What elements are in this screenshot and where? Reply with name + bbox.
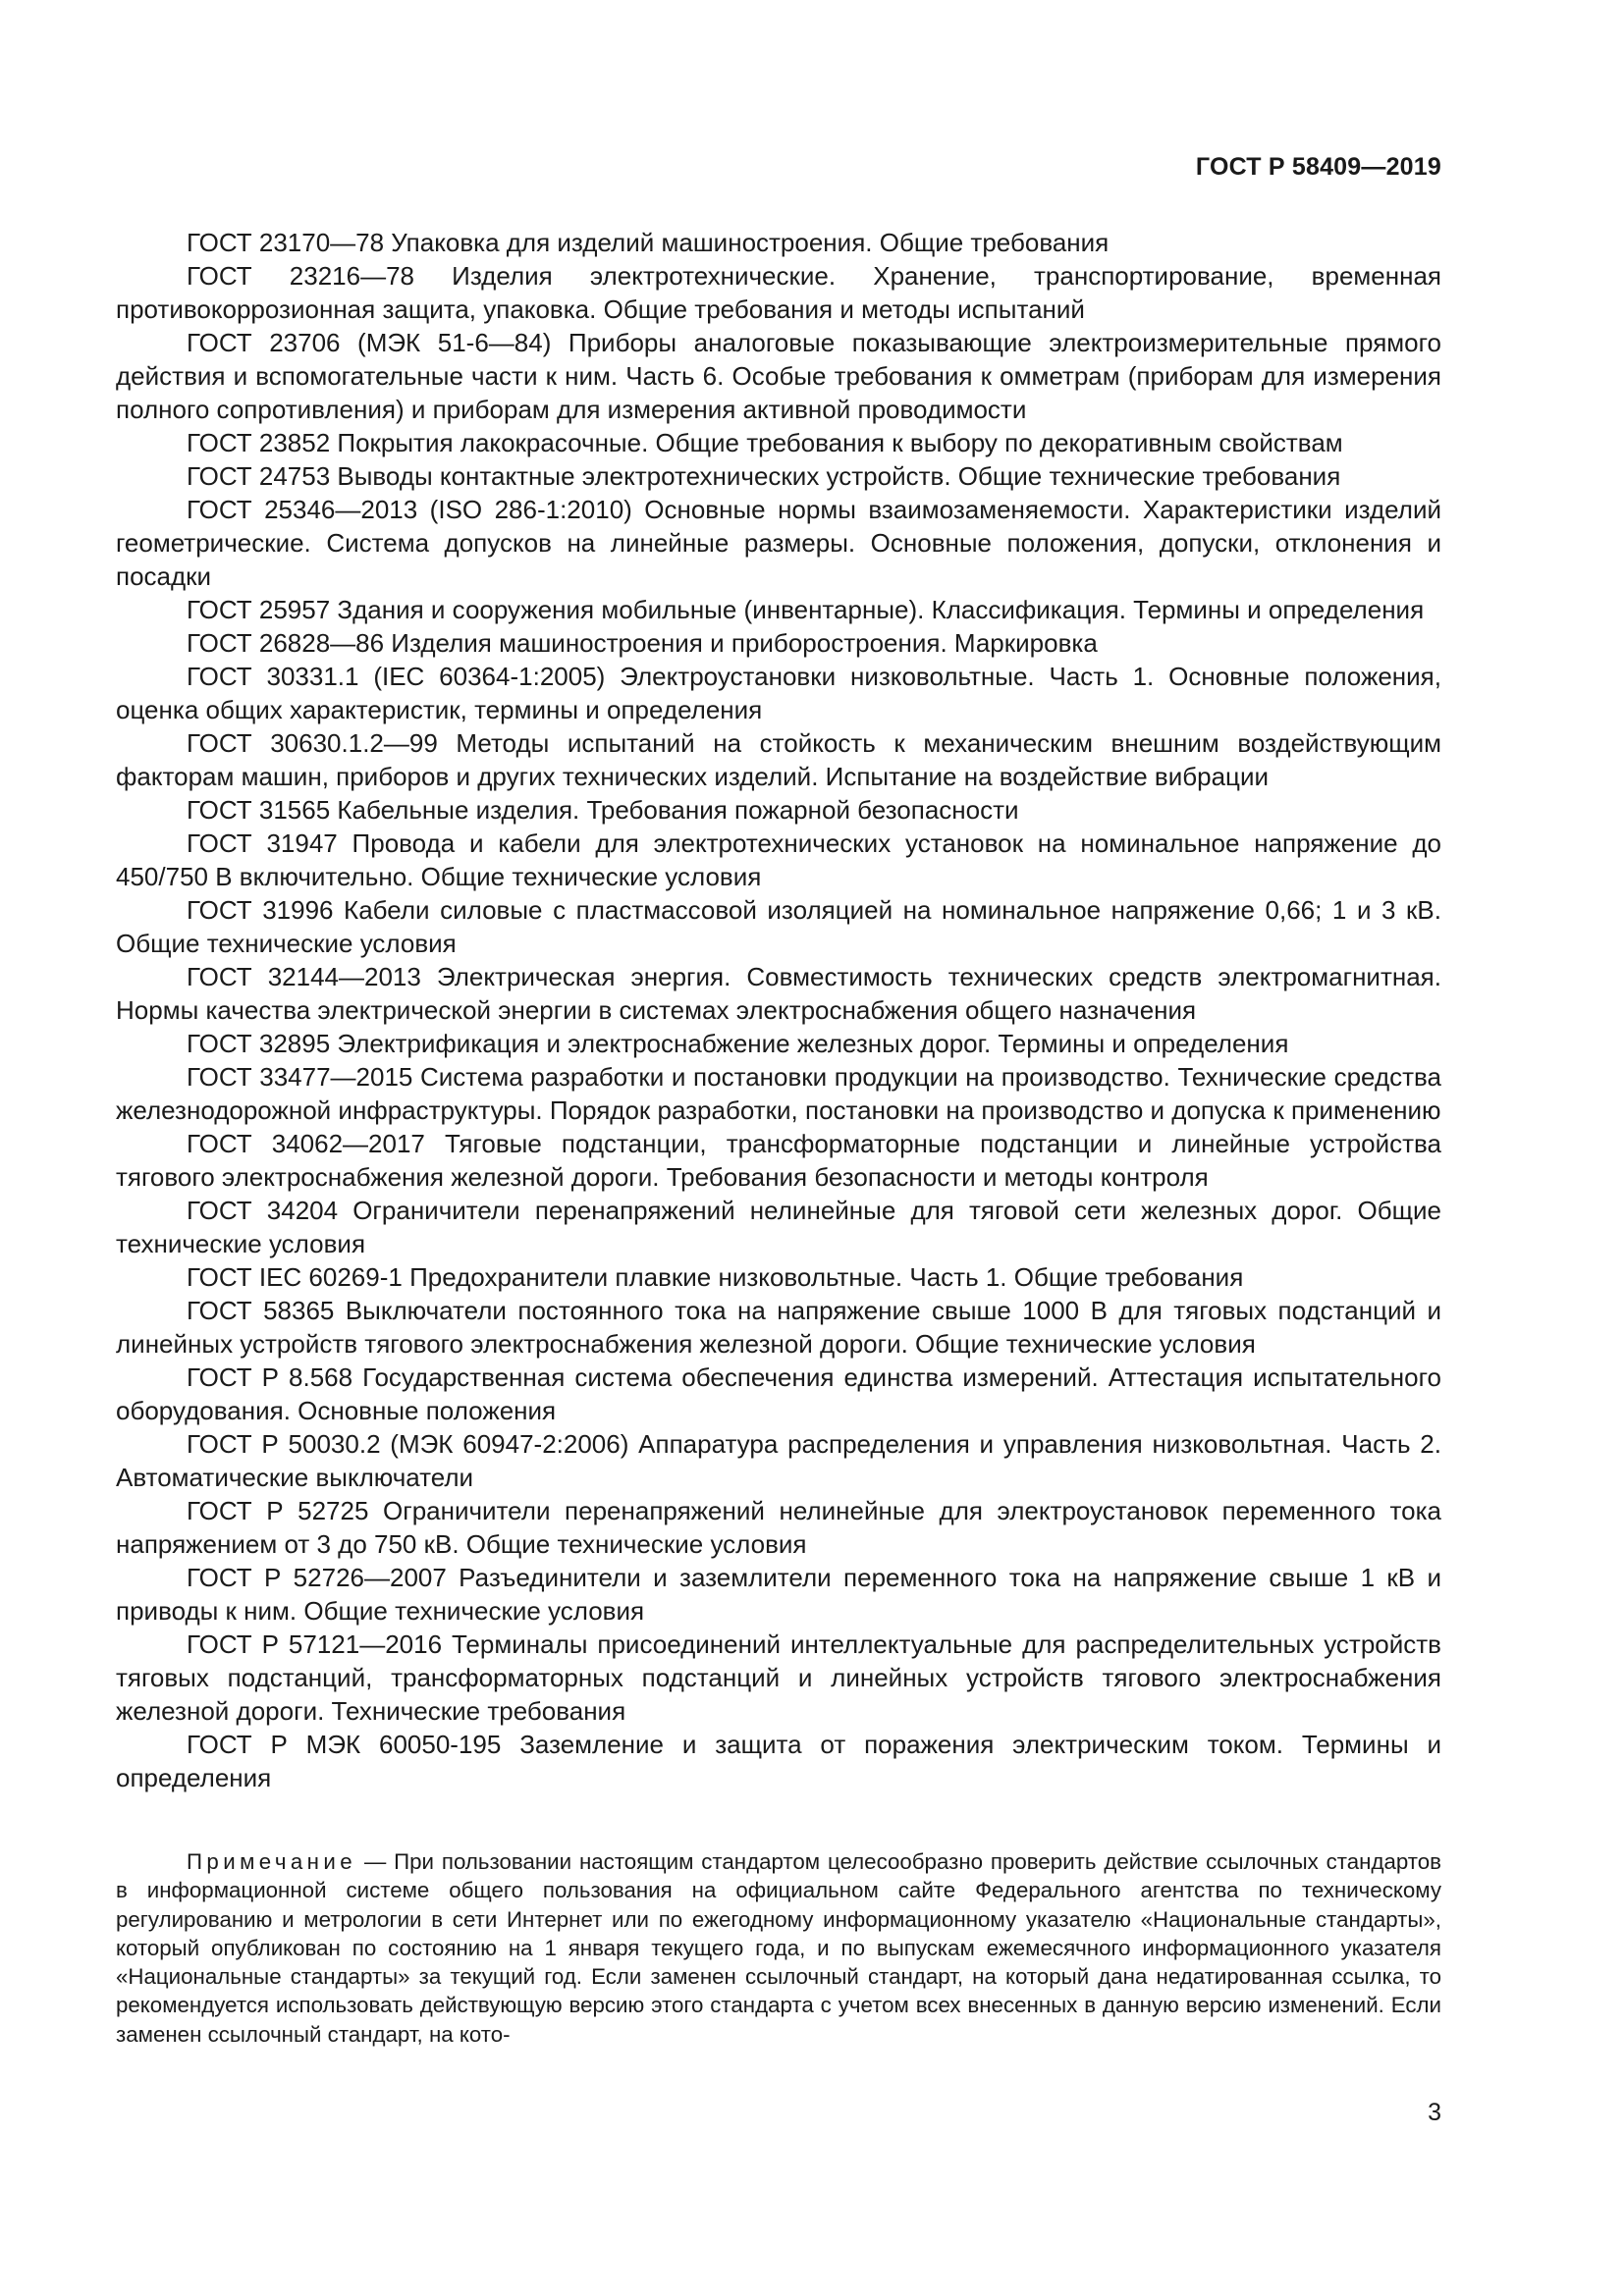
reference-item: ГОСТ 33477—2015 Система разработки и постановки продукции на производство. Технические средства железнодорожной инфраструктуры. Порядок разработки, постановки на производство и допуска к применению (116, 1062, 1441, 1125)
reference-item: ГОСТ Р МЭК 60050-195 Заземление и защита от поражения электрическим током. Термины и определения (116, 1730, 1441, 1792)
reference-item: ГОСТ 23852 Покрытия лакокрасочные. Общие требования к выбору по декоративным свойствам (187, 428, 1343, 457)
note-paragraph (116, 1847, 1441, 2049)
reference-item: ГОСТ 32144—2013 Электрическая энергия. Совместимость технических средств электромагнитная. Нормы качества электрической энергии в системах электроснабжения общего назначения (116, 962, 1441, 1025)
reference-item: ГОСТ 23170—78 Упаковка для изделий машиностроения. Общие требования (187, 228, 1110, 257)
reference-item: ГОСТ 30630.1.2—99 Методы испытаний на стойкость к механическим внешним воздействующим факторам машин, приборов и других технических изделий. Испытание на воздействие вибрации (116, 728, 1441, 791)
note-text: — При пользовании настоящим стандартом целесообразно проверить действие ссылочных стандартов в информационной системе общего пользования на официальном сайте Федерального агентства по техническому регулированию и метрологии в сети Интернет или по ежегодному информационному указателю «Национальные стандарты», который опубликован по состоянию на 1 января текущего года, и по выпускам ежемесячного информационного указателя «Национальные стандарты» за текущий год. Если заменен ссылочный стандарт, на который дана недатированная ссылка, то рекомендуется использовать действующую версию этого стандарта с учетом всех внесенных в данную версию изменений. Если заменен ссылочный стандарт, на кото- (116, 1849, 1441, 2047)
document-code-header: ГОСТ Р 58409—2019 (1195, 153, 1441, 181)
reference-item: ГОСТ 25957 Здания и сооружения мобильные (инвентарные). Классификация. Термины и определения (187, 595, 1425, 624)
reference-item: ГОСТ 26828—86 Изделия машиностроения и приборостроения. Маркировка (187, 628, 1098, 658)
reference-item: ГОСТ Р 50030.2 (МЭК 60947-2:2006) Аппаратура распределения и управления низковольтная. Часть 2. Автоматические выключатели (116, 1429, 1441, 1492)
reference-item: ГОСТ 23216—78 Изделия электротехнические. Хранение, транспортирование, временная противокоррозионная защита, упаковка. Общие требования и методы испытаний (116, 261, 1441, 324)
reference-item: ГОСТ 30331.1 (IEC 60364-1:2005) Электроустановки низковольтные. Часть 1. Основные положения, оценка общих характеристик, термины и определения (116, 662, 1441, 724)
reference-item: ГОСТ IEC 60269-1 Предохранители плавкие низковольтные. Часть 1. Общие требования (187, 1262, 1244, 1292)
reference-item: ГОСТ Р 8.568 Государственная система обеспечения единства измерений. Аттестация испытательного оборудования. Основные положения (116, 1362, 1441, 1425)
reference-item: ГОСТ Р 52726—2007 Разъединители и заземлители переменного тока на напряжение свыше 1 кВ и приводы к ним. Общие технические условия (116, 1563, 1441, 1626)
reference-item: ГОСТ Р 52725 Ограничители перенапряжений нелинейные для электроустановок переменного тока напряжением от 3 до 750 кВ. Общие технические условия (116, 1496, 1441, 1559)
reference-item: ГОСТ 34062—2017 Тяговые подстанции, трансформаторные подстанции и линейные устройства тягового электроснабжения железной дороги. Требования безопасности и методы контроля (116, 1129, 1441, 1192)
normative-references-list (116, 226, 1441, 1794)
reference-item: ГОСТ 25346—2013 (ISO 286-1:2010) Основные нормы взаимозаменяемости. Характеристики изделий геометрические. Система допусков на линейные размеры. Основные положения, допуски, отклонения и посадки (116, 495, 1441, 591)
reference-item: ГОСТ 32895 Электрификация и электроснабжение железных дорог. Термины и определения (187, 1029, 1289, 1058)
page-number: 3 (1428, 2099, 1441, 2126)
reference-item: ГОСТ 31996 Кабели силовые с пластмассовой изоляцией на номинальное напряжение 0,66; 1 и 3 кВ. Общие технические условия (116, 895, 1441, 958)
note-label: Примечание (187, 1849, 357, 1874)
reference-item: ГОСТ 31947 Провода и кабели для электротехнических установок на номинальное напряжение до 450/750 В включительно. Общие технические условия (116, 828, 1441, 891)
reference-item: ГОСТ 31565 Кабельные изделия. Требования пожарной безопасности (187, 795, 1019, 825)
reference-item: ГОСТ 23706 (МЭК 51-6—84) Приборы аналоговые показывающие электроизмерительные прямого действия и вспомогательные части к ним. Часть 6. Особые требования к омметрам (приборам для измерения полного сопротивления) и приборам для измерения активной проводимости (116, 328, 1441, 424)
reference-item: ГОСТ Р 57121—2016 Терминалы присоединений интеллектуальные для распределительных устройств тяговых подстанций, трансформаторных подстанций и линейных устройств тягового электроснабжения железной дороги. Технические требования (116, 1629, 1441, 1726)
reference-item: ГОСТ 24753 Выводы контактные электротехнических устройств. Общие технические требования (187, 461, 1341, 491)
reference-item: ГОСТ 58365 Выключатели постоянного тока на напряжение свыше 1000 В для тяговых подстанций и линейных устройств тягового электроснабжения железной дороги. Общие технические условия (116, 1296, 1441, 1359)
reference-item: ГОСТ 34204 Ограничители перенапряжений нелинейные для тяговой сети железных дорог. Общие технические условия (116, 1196, 1441, 1258)
